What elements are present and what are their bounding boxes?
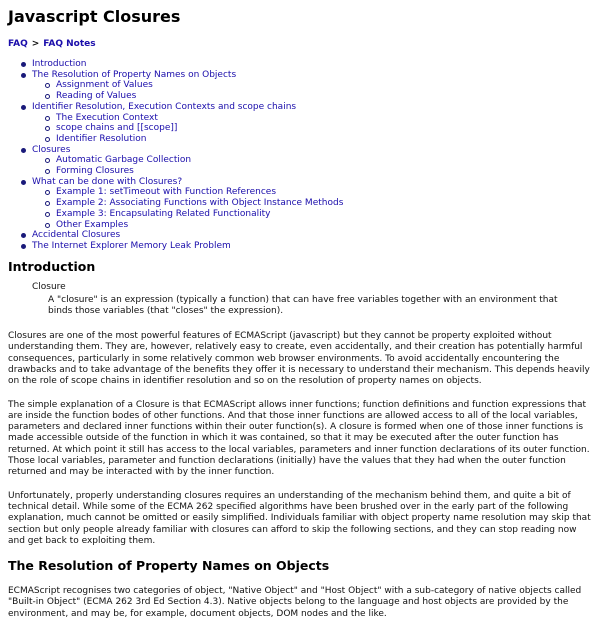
closure-definition	[8, 282, 592, 317]
toc-link-identifier-resolution[interactable]: Identifier Resolution	[56, 133, 147, 144]
toc-link-example-1[interactable]: Example 1: setTimeout with Function References	[56, 187, 277, 198]
toc-subitem	[56, 91, 592, 102]
toc-subitem	[56, 166, 592, 177]
breadcrumb-link-faq-notes[interactable]: FAQ Notes	[43, 39, 96, 49]
property-names-heading: The Resolution of Property Names on Objects	[8, 558, 330, 574]
intro-paragraph-3: Unfortunately, properly understanding closures requires an understanding of the mechanism behind them, and quite a bit of technical detail. While some of the ECMA 262 specified algorithms have been brushed over in the early part of the following explanation, much cannot be omitted or easily simplified. Individuals familiar with object property name resolution may skip that section but only people already familiar with closures can afford to skip the following sections, and they can stop reading now and get back to exploiting them.	[8, 490, 591, 546]
toc-sublist	[32, 155, 592, 176]
toc-link-property-names[interactable]: The Resolution of Property Names on Objects	[32, 69, 237, 80]
toc-item	[32, 102, 592, 145]
toc-subitem	[56, 220, 592, 231]
toc-link-ie-memory-leak[interactable]: The Internet Explorer Memory Leak Problem	[32, 240, 231, 251]
toc-sublist	[32, 80, 592, 101]
toc-link-assignment-of-values[interactable]: Assignment of Values	[56, 80, 153, 91]
page-title: Javascript Closures	[8, 7, 181, 26]
definition-term: Closure	[32, 281, 66, 292]
toc-sublist	[32, 113, 592, 145]
toc-item	[32, 145, 592, 177]
toc-link-example-3[interactable]: Example 3: Encapsulating Related Functionality	[56, 208, 271, 219]
toc-subitem	[56, 209, 592, 220]
toc-item	[32, 230, 592, 241]
toc-sublist	[32, 187, 592, 230]
toc-link-scope-chains[interactable]: scope chains and [[scope]]	[56, 123, 178, 134]
toc-link-forming-closures[interactable]: Forming Closures	[56, 166, 134, 177]
breadcrumb	[8, 39, 592, 50]
table-of-contents	[8, 59, 592, 252]
toc-subitem	[56, 113, 592, 124]
toc-link-identifier-resolution-section[interactable]: Identifier Resolution, Execution Contexts and scope chains	[32, 101, 297, 112]
intro-paragraph-2: The simple explanation of a Closure is that ECMAScript allows inner functions; function definitions and function expressions that are inside the function bodes of other functions. And that those inner functions are allowed access to all of the local variables, parameters and declared inner functions within their outer function(s). A closure is formed when one of those inner functions is made accessible outside of the function in which it was contained, so that it may be executed after the outer function has returned. At which point it still has access to the local variables, parameters and inner function declarations of its outer function. Those local variables, parameter and function declarations (initially) have the values that they had when the outer function returned and may be interacted with by the inner function.	[8, 399, 590, 478]
introduction-heading: Introduction	[8, 258, 96, 274]
toc-subitem	[56, 123, 592, 134]
toc-item	[32, 70, 592, 102]
toc-link-other-examples[interactable]: Other Examples	[56, 219, 129, 230]
toc-item	[32, 177, 592, 231]
toc-subitem	[56, 155, 592, 166]
breadcrumb-link-faq[interactable]: FAQ	[8, 39, 28, 49]
toc-link-closures[interactable]: Closures	[32, 144, 71, 155]
property-names-paragraph: ECMAScript recognises two categories of object, "Native Object" and "Host Object" with a sub-category of native objects called "Built-in Object" (ECMA 262 3rd Ed Section 4.3). Native objects belong to the language and host objects are provided by the environment, and may be, for example, document objects, DOM nodes and the like.	[8, 586, 582, 619]
toc-subitem	[56, 187, 592, 198]
breadcrumb-separator: >	[31, 39, 40, 49]
definition-text: A "closure" is an expression (typically a function) that can have free variables together with an environment that binds those variables (that "closes" the expression).	[48, 294, 558, 316]
toc-item	[32, 59, 592, 70]
toc-subitem	[56, 198, 592, 209]
toc-link-reading-of-values[interactable]: Reading of Values	[56, 91, 137, 102]
toc-link-introduction[interactable]: Introduction	[32, 59, 87, 69]
toc-link-accidental-closures[interactable]: Accidental Closures	[32, 230, 121, 241]
toc-subitem	[56, 134, 592, 145]
intro-paragraph-1: Closures are one of the most powerful features of ECMAScript (javascript) but they cannot be property exploited without understanding them. They are, however, relatively easy to create, even accidentally, and their creation has potentially harmful consequences, particularly in some relatively common web browser environments. To avoid accidentally encountering the drawbacks and to take advantage of the benefits they offer it is necessary to understand their mechanism. This depends heavily on the role of scope chains in identifier resolution and so on the resolution of property names on objects.	[8, 331, 590, 387]
toc-subitem	[56, 80, 592, 91]
toc-link-what-can-be-done[interactable]: What can be done with Closures?	[32, 176, 183, 187]
toc-link-garbage-collection[interactable]: Automatic Garbage Collection	[56, 155, 192, 166]
toc-link-example-2[interactable]: Example 2: Associating Functions with Object Instance Methods	[56, 198, 344, 209]
toc-link-execution-context[interactable]: The Execution Context	[56, 112, 158, 123]
toc-item	[32, 241, 592, 252]
